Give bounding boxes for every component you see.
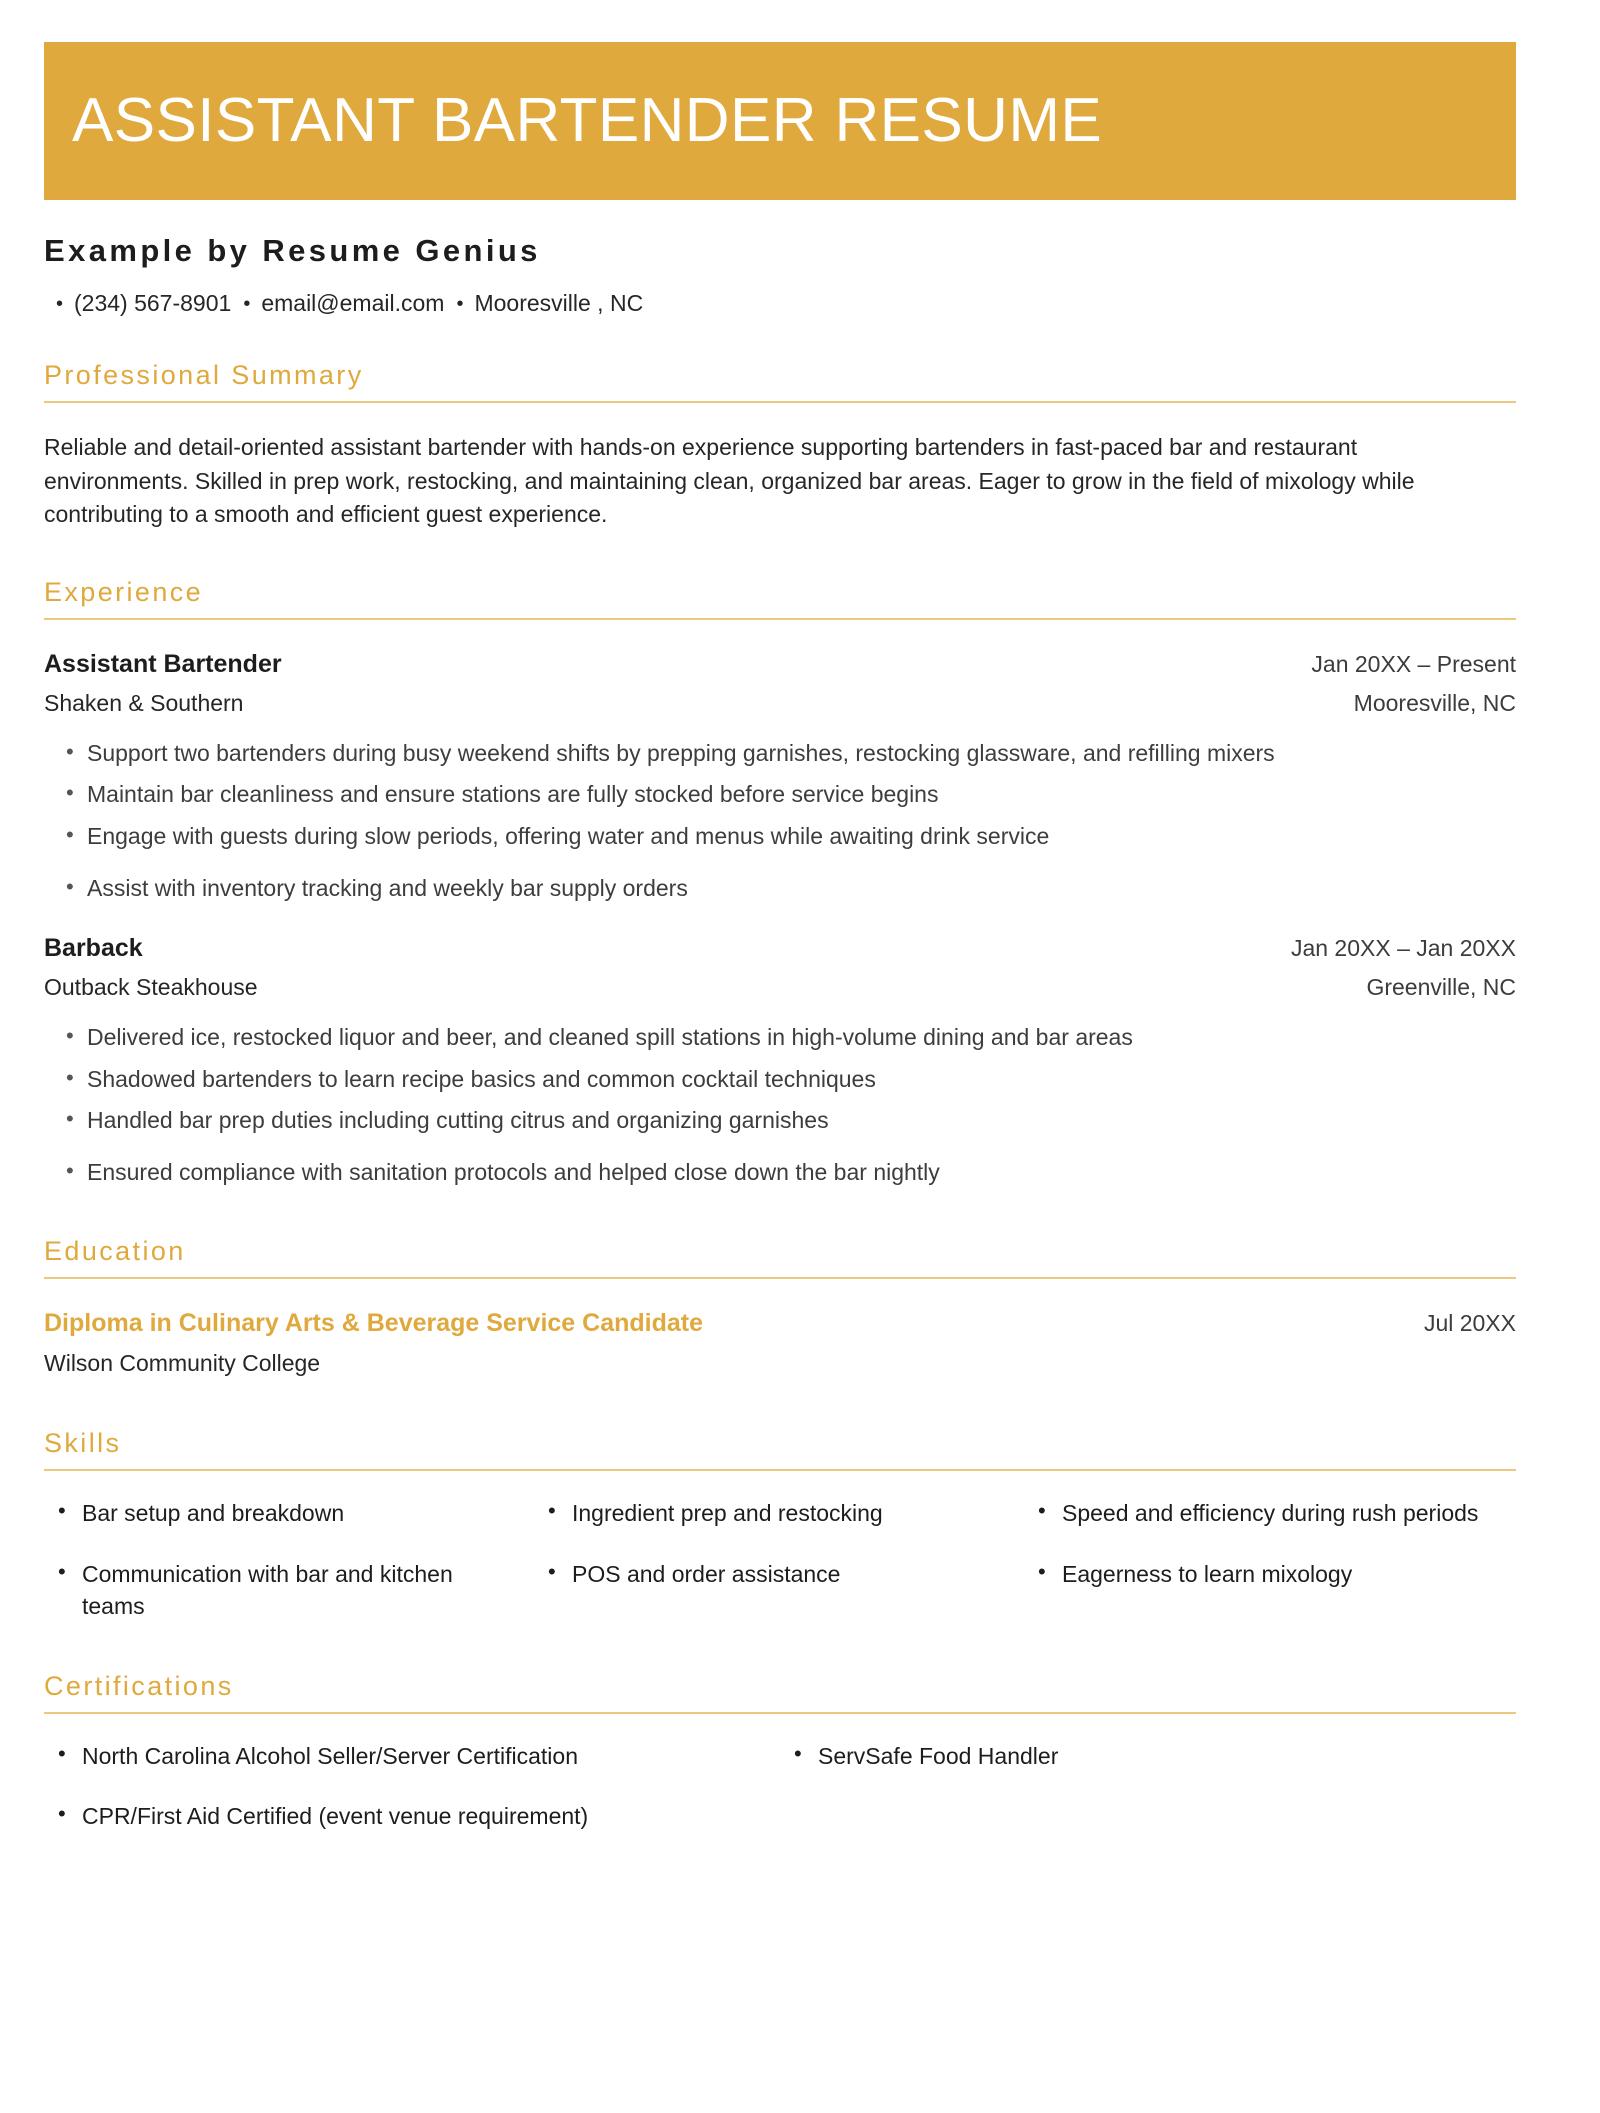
section-divider xyxy=(44,618,1516,620)
job-dates: Jan 20XX – Jan 20XX xyxy=(1290,935,1516,962)
job-company: Outback Steakhouse xyxy=(44,974,258,1001)
job-location: Mooresville, NC xyxy=(1353,689,1516,716)
job-bullet: • Ensured compliance with sanitation protocols and helped close down the bar nightly xyxy=(44,1156,1516,1189)
resume-page xyxy=(0,42,1600,2113)
certification-item: • CPR/First Aid Certified (event venue requirement) xyxy=(44,1800,780,1832)
job-bullet: • Maintain bar cleanliness and ensure stations are fully stocked before service begins xyxy=(44,778,1516,811)
job-bullet: • Engage with guests during slow periods, offering water and menus while awaiting drink service xyxy=(44,820,1516,853)
section-experience xyxy=(44,576,1556,1189)
education-school: Wilson Community College xyxy=(44,1349,321,1376)
experience-entry-header xyxy=(44,648,1516,682)
certification-item: • North Carolina Alcohol Seller/Server Certification xyxy=(44,1740,780,1772)
skill-item: • Ingredient prep and restocking xyxy=(534,1497,1024,1529)
section-heading-summary: Professional Summary xyxy=(44,360,364,391)
experience-entry xyxy=(44,932,1556,1188)
resume-title-banner xyxy=(44,42,1516,200)
section-heading-experience: Experience xyxy=(44,576,204,607)
skill-item: • Speed and efficiency during rush periods xyxy=(1024,1497,1516,1529)
skill-item: • Communication with bar and kitchen teams xyxy=(44,1558,534,1622)
section-skills xyxy=(44,1427,1556,1622)
experience-entry-header xyxy=(44,932,1516,966)
education-entry xyxy=(44,1307,1556,1379)
job-dates: Jan 20XX – Present xyxy=(1311,650,1516,677)
experience-entry-subheader xyxy=(44,972,1516,1003)
job-bullet: • Handled bar prep duties including cutting citrus and organizing garnishes xyxy=(44,1104,1516,1137)
certifications-list xyxy=(44,1740,1516,1832)
job-title: Assistant Bartender xyxy=(44,649,282,678)
section-certifications xyxy=(44,1670,1556,1833)
skill-item: • Bar setup and breakdown xyxy=(44,1497,534,1529)
skill-item: • Eagerness to learn mixology xyxy=(1024,1558,1516,1622)
education-degree: Diploma in Culinary Arts & Beverage Service Candidate xyxy=(44,1309,704,1338)
skills-list xyxy=(44,1497,1516,1622)
bullet-icon: • xyxy=(243,293,251,316)
bullet-icon: • xyxy=(456,293,464,316)
contact-email: email@email.com xyxy=(261,290,445,317)
section-divider xyxy=(44,1469,1516,1471)
section-education xyxy=(44,1235,1556,1379)
job-bullet-list xyxy=(44,1021,1516,1189)
job-location: Greenville, NC xyxy=(1366,974,1516,1001)
contact-phone: (234) 567-8901 xyxy=(74,290,232,317)
applicant-name: Example by Resume Genius xyxy=(44,233,541,268)
experience-entry-subheader xyxy=(44,688,1516,719)
section-heading-skills: Skills xyxy=(44,1427,122,1458)
skill-item: • POS and order assistance xyxy=(534,1558,1024,1622)
bullet-icon: • xyxy=(56,293,64,316)
contact-location: Mooresville , NC xyxy=(474,290,644,317)
job-bullet: • Shadowed bartenders to learn recipe basics and common cocktail techniques xyxy=(44,1063,1516,1096)
education-date: Jul 20XX xyxy=(1423,1310,1516,1337)
section-heading-certifications: Certifications xyxy=(44,1670,234,1701)
job-title: Barback xyxy=(44,934,143,963)
resume-content xyxy=(44,42,1556,1833)
job-bullet: • Support two bartenders during busy weekend shifts by prepping garnishes, restocking glassware, and refilling mixers xyxy=(44,737,1516,770)
section-divider xyxy=(44,1277,1516,1279)
contact-line xyxy=(44,289,1556,319)
summary-paragraph: Reliable and detail-oriented assistant bartender with hands-on experience supporting bartenders in fast-paced bar and restaurant environments. Skilled in prep work, restocking, and maintaining clean, organized bar areas. Eager to grow in the field of mixology while contributing to a smooth and efficient guest experience. xyxy=(44,434,1415,528)
section-heading-education: Education xyxy=(44,1235,186,1266)
job-bullet: • Delivered ice, restocked liquor and beer, and cleaned spill stations in high-volume dining and bar areas xyxy=(44,1021,1516,1054)
section-professional-summary xyxy=(44,359,1556,531)
experience-entry xyxy=(44,648,1556,904)
job-bullet-list xyxy=(44,737,1516,905)
job-bullet: • Assist with inventory tracking and weekly bar supply orders xyxy=(44,872,1516,905)
section-divider xyxy=(44,1712,1516,1714)
page-title: ASSISTANT BARTENDER RESUME xyxy=(72,86,1103,155)
section-divider xyxy=(44,401,1516,403)
certification-item: • ServSafe Food Handler xyxy=(780,1740,1516,1772)
job-company: Shaken & Southern xyxy=(44,689,244,716)
education-entry-header xyxy=(44,1307,1516,1341)
